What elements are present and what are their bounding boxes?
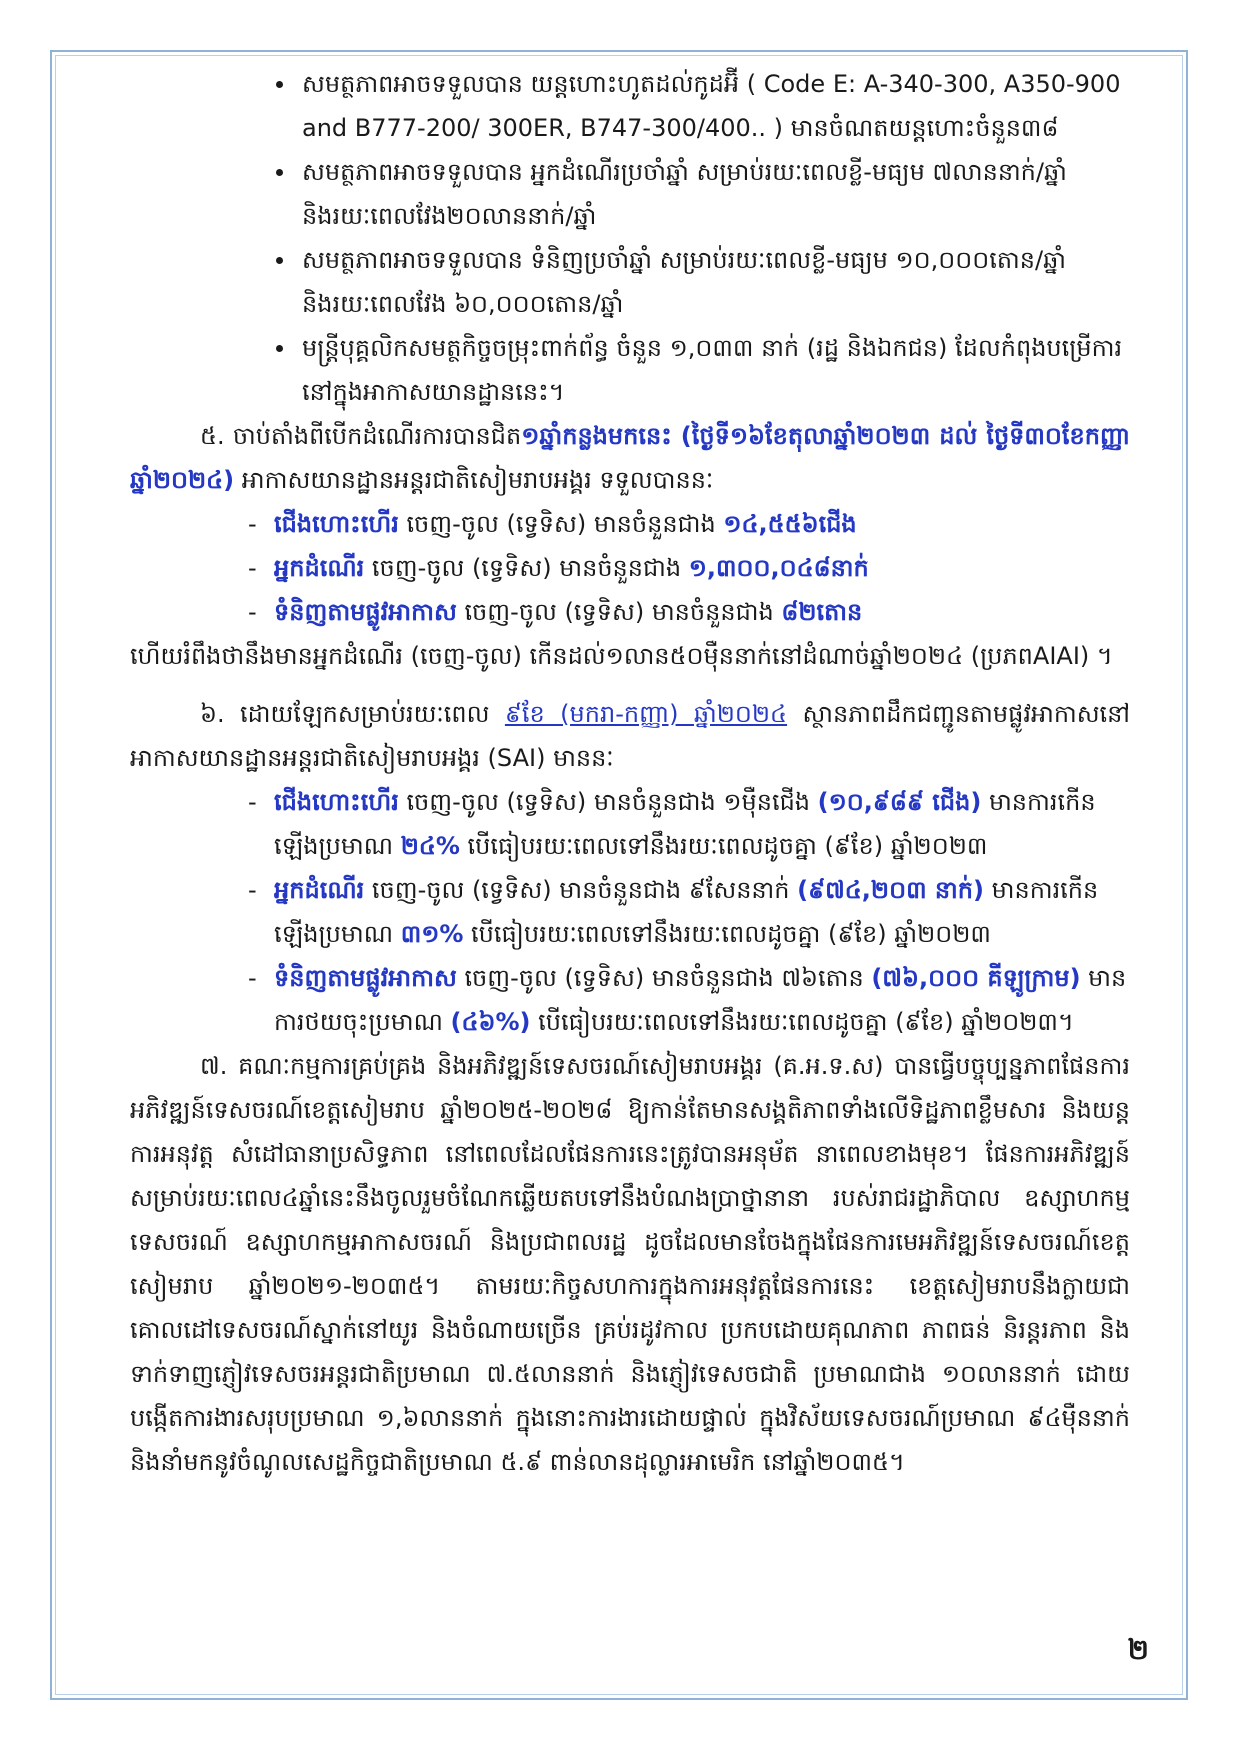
item-part3: បើធៀបរយៈពេលទៅនឹងរយៈពេលដូចគ្នា (៩ខែ) ឆ្នាំ២០២៣	[459, 832, 988, 860]
item-part1: ចេញ-ចូល (ទ្វេទិស) មានចំនួនជាង ៩សែននាក់	[364, 876, 798, 904]
item-value1: (៧៦,០០០ គីឡូក្រាម)	[871, 964, 1081, 992]
section-5-tail: អាកាសយានដ្ឋានអន្តរជាតិសៀមរាបអង្គរ ទទួលបាននៈ	[234, 466, 714, 494]
section-5-item-passengers	[242, 546, 1130, 590]
section-6-item-cargo	[242, 956, 1130, 1044]
section-5-list	[130, 502, 1130, 634]
item-value: ១៤,៥៥៦ជើង	[723, 510, 857, 538]
item-label: ជើងហោះហើរ	[274, 788, 399, 816]
section-6-item-flights	[242, 780, 1130, 868]
document-body	[130, 62, 1130, 1484]
section-5-item-cargo	[242, 590, 1130, 634]
section-6-tail: ស្ថានភាពដឹកជញ្ជូនតាមផ្លូវអាកាសនៅអាកាសយានដ្ឋានអន្តរជាតិសៀមរាបអង្គរ (SAI) មាននៈ	[130, 700, 1131, 772]
section-5-closing: ហើយរំពឹងថានឹងមានអ្នកដំណើរ (ចេញ-ចូល) កើនដល់១លាន៥០ម៉ឺននាក់នៅដំណាច់ឆ្នាំ២០២៤ (ប្រភពAIAI) ។	[130, 642, 1113, 670]
section-5-intro	[130, 414, 1130, 502]
section-5-lead: ៥. ចាប់តាំងពីបើកដំណើរការបានជិត	[200, 422, 522, 450]
item-value2: ២៤%	[400, 832, 460, 860]
bullet-aircraft-capacity: សមត្ថភាពអាចទទួលបាន យន្តហោះហូតដល់កូដអ៊ី ( Code E: A-340-300, A350-900 and B777-200/ 300ER, B747-300/400.. ) មានចំណតយន្តហោះចំនួន៣៨	[272, 62, 1130, 150]
section-6-item-passengers	[242, 868, 1130, 956]
section-6-lead: ៦. ដោយឡែកសម្រាប់រយៈពេល	[200, 700, 505, 728]
item-value2: (៤៦%)	[450, 1008, 531, 1036]
item-middle: ចេញ-ចូល (ទ្វេទិស) មានចំនួនជាង	[364, 554, 689, 582]
item-label: ទំនិញតាមផ្លូវអាកាស	[274, 598, 457, 626]
item-label: ជើងហោះហើរ	[274, 510, 399, 538]
item-value: ១,៣០០,០៤៨នាក់	[688, 554, 869, 582]
section-6-list	[130, 780, 1130, 1044]
item-label: អ្នកដំណើរ	[274, 554, 365, 582]
item-middle: ចេញ-ចូល (ទ្វេទិស) មានចំនួនជាង	[456, 598, 782, 626]
item-part3: បើធៀបរយៈពេលទៅនឹងរយៈពេលដូចគ្នា (៩ខែ) ឆ្នាំ២០២៣	[463, 920, 991, 948]
item-part3: បើធៀបរយៈពេលទៅនឹងរយៈពេលដូចគ្នា (៩ខែ) ឆ្នាំ២០២៣។	[530, 1008, 1074, 1036]
section-6-intro	[130, 692, 1130, 780]
item-value2: ៣១%	[400, 920, 464, 948]
item-middle: ចេញ-ចូល (ទ្វេទិស) មានចំនួនជាង	[398, 510, 724, 538]
page-number: ២	[1127, 1633, 1149, 1666]
bullet-staff-count: មន្ត្រីបុគ្គលិកសមត្ថកិច្ចចម្រុះពាក់ព័ន្ធ ចំនួន ១,០៣៣ នាក់ (រដ្ឋ និងឯកជន) ដែលកំពុងបម្រើការនៅក្នុងអាកាសយានដ្ឋាននេះ។	[272, 326, 1130, 414]
item-value1: (១០,៩៨៩ ជើង)	[817, 788, 982, 816]
bullet-passenger-capacity: សមត្ថភាពអាចទទួលបាន អ្នកដំណើរប្រចាំឆ្នាំ សម្រាប់រយៈពេលខ្លី-មធ្យម ៧លាននាក់/ឆ្នាំ និងរយៈពេលវែង២០លាននាក់/ឆ្នាំ	[272, 150, 1130, 238]
item-part2: មានការកើនឡើងប្រមាណ	[274, 876, 1099, 948]
item-part1: ចេញ-ចូល (ទ្វេទិស) មានចំនួនជាង ១ម៉ឺនជើង	[398, 788, 818, 816]
section-7-paragraph: ៧. គណៈកម្មការគ្រប់គ្រង និងអភិវឌ្ឍន៍ទេសចរណ៍សៀមរាបអង្គរ (គ.អ.ទ.ស) បានធ្វើបច្ចុប្បន្នភាពផែនការអភិវឌ្ឍន៍ទេសចរណ៍ខេត្តសៀមរាប ឆ្នាំ២០២៥-២០២៨ ឱ្យកាន់តែមានសង្គតិភាពទាំងលើទិដ្ឋភាពខ្លឹមសារ និងយន្តការអនុវត្ត សំដៅធានាប្រសិទ្ធភាព នៅពេលដែលផែនការនេះត្រូវបានអនុម័ត នាពេលខាងមុខ។ ផែនការអភិវឌ្ឍន៍ សម្រាប់រយៈពេល៤ឆ្នាំនេះនឹងចូលរួមចំណែកឆ្លើយតបទៅនឹងបំណងប្រាថ្នានានា របស់រាជរដ្ឋាភិបាល ឧស្សាហកម្មទេសចរណ៍ ឧស្សាហកម្មអាកាសចរណ៍ និងប្រជាពលរដ្ឋ ដូចដែលមានចែងក្នុងផែនការមេអភិវឌ្ឍន៍ទេសចរណ៍ខេត្តសៀមរាប ឆ្នាំ២០២១-២០៣៥។ តាមរយៈកិច្ចសហការក្នុងការអនុវត្តផែនការនេះ ខេត្តសៀមរាបនឹងក្លាយជាគោលដៅទេសចរណ៍ស្នាក់នៅយូរ និងចំណាយច្រើន គ្រប់រដូវកាល ប្រកបដោយគុណភាព ភាពធន់ និរន្តរភាព និងទាក់ទាញភ្ញៀវទេសចរអន្តរជាតិប្រមាណ ៧.៥លាននាក់ និងភ្ញៀវទេសចជាតិ ប្រមាណជាង ១០លាននាក់ ដោយបង្កើតការងារសរុបប្រមាណ ១,៦លាននាក់ ក្នុងនោះការងារដោយផ្ទាល់ ក្នុងវិស័យទេសចរណ៍ប្រមាណ ៩៤ម៉ឺននាក់ និងនាំមកនូវចំណូលសេដ្ឋកិច្ចជាតិប្រមាណ ៥.៩ ពាន់លានដុល្លារអាមេរិក នៅឆ្នាំ២០៣៥។	[130, 1052, 1130, 1476]
section-5-period: ១ឆ្នាំកន្លងមកនេះ (ថ្ងៃទី១៦ខែតុលាឆ្នាំ២០២៣ ដល់ ថ្ងៃទី៣០ខែកញ្ញា ឆ្នាំ២០២៤)	[130, 422, 1130, 494]
capacity-bullet-list	[130, 62, 1130, 414]
item-label: ទំនិញតាមផ្លូវអាកាស	[274, 964, 457, 992]
bullet-cargo-capacity: សមត្ថភាពអាចទទួលបាន ទំនិញប្រចាំឆ្នាំ សម្រាប់រយៈពេលខ្លី-មធ្យម ១០,០០០តោន/ឆ្នាំ និងរយៈពេលវែង ៦០,០០០តោន/ឆ្នាំ	[272, 238, 1130, 326]
item-part2: មានការថយចុះប្រមាណ	[274, 964, 1127, 1036]
item-value: ៨២តោន	[781, 598, 863, 626]
item-part2: មានការកើនឡើងប្រមាណ	[274, 788, 1096, 860]
item-label: អ្នកដំណើរ	[274, 876, 365, 904]
section-5-item-flights	[242, 502, 1130, 546]
section-6-period: ៩ខែ (មករា-កញ្ញា) ឆ្នាំ២០២៤	[504, 700, 788, 728]
item-value1: (៩៧៤,២០៣ នាក់)	[797, 876, 984, 904]
item-part1: ចេញ-ចូល (ទ្វេទិស) មានចំនួនជាង ៧៦តោន	[456, 964, 872, 992]
